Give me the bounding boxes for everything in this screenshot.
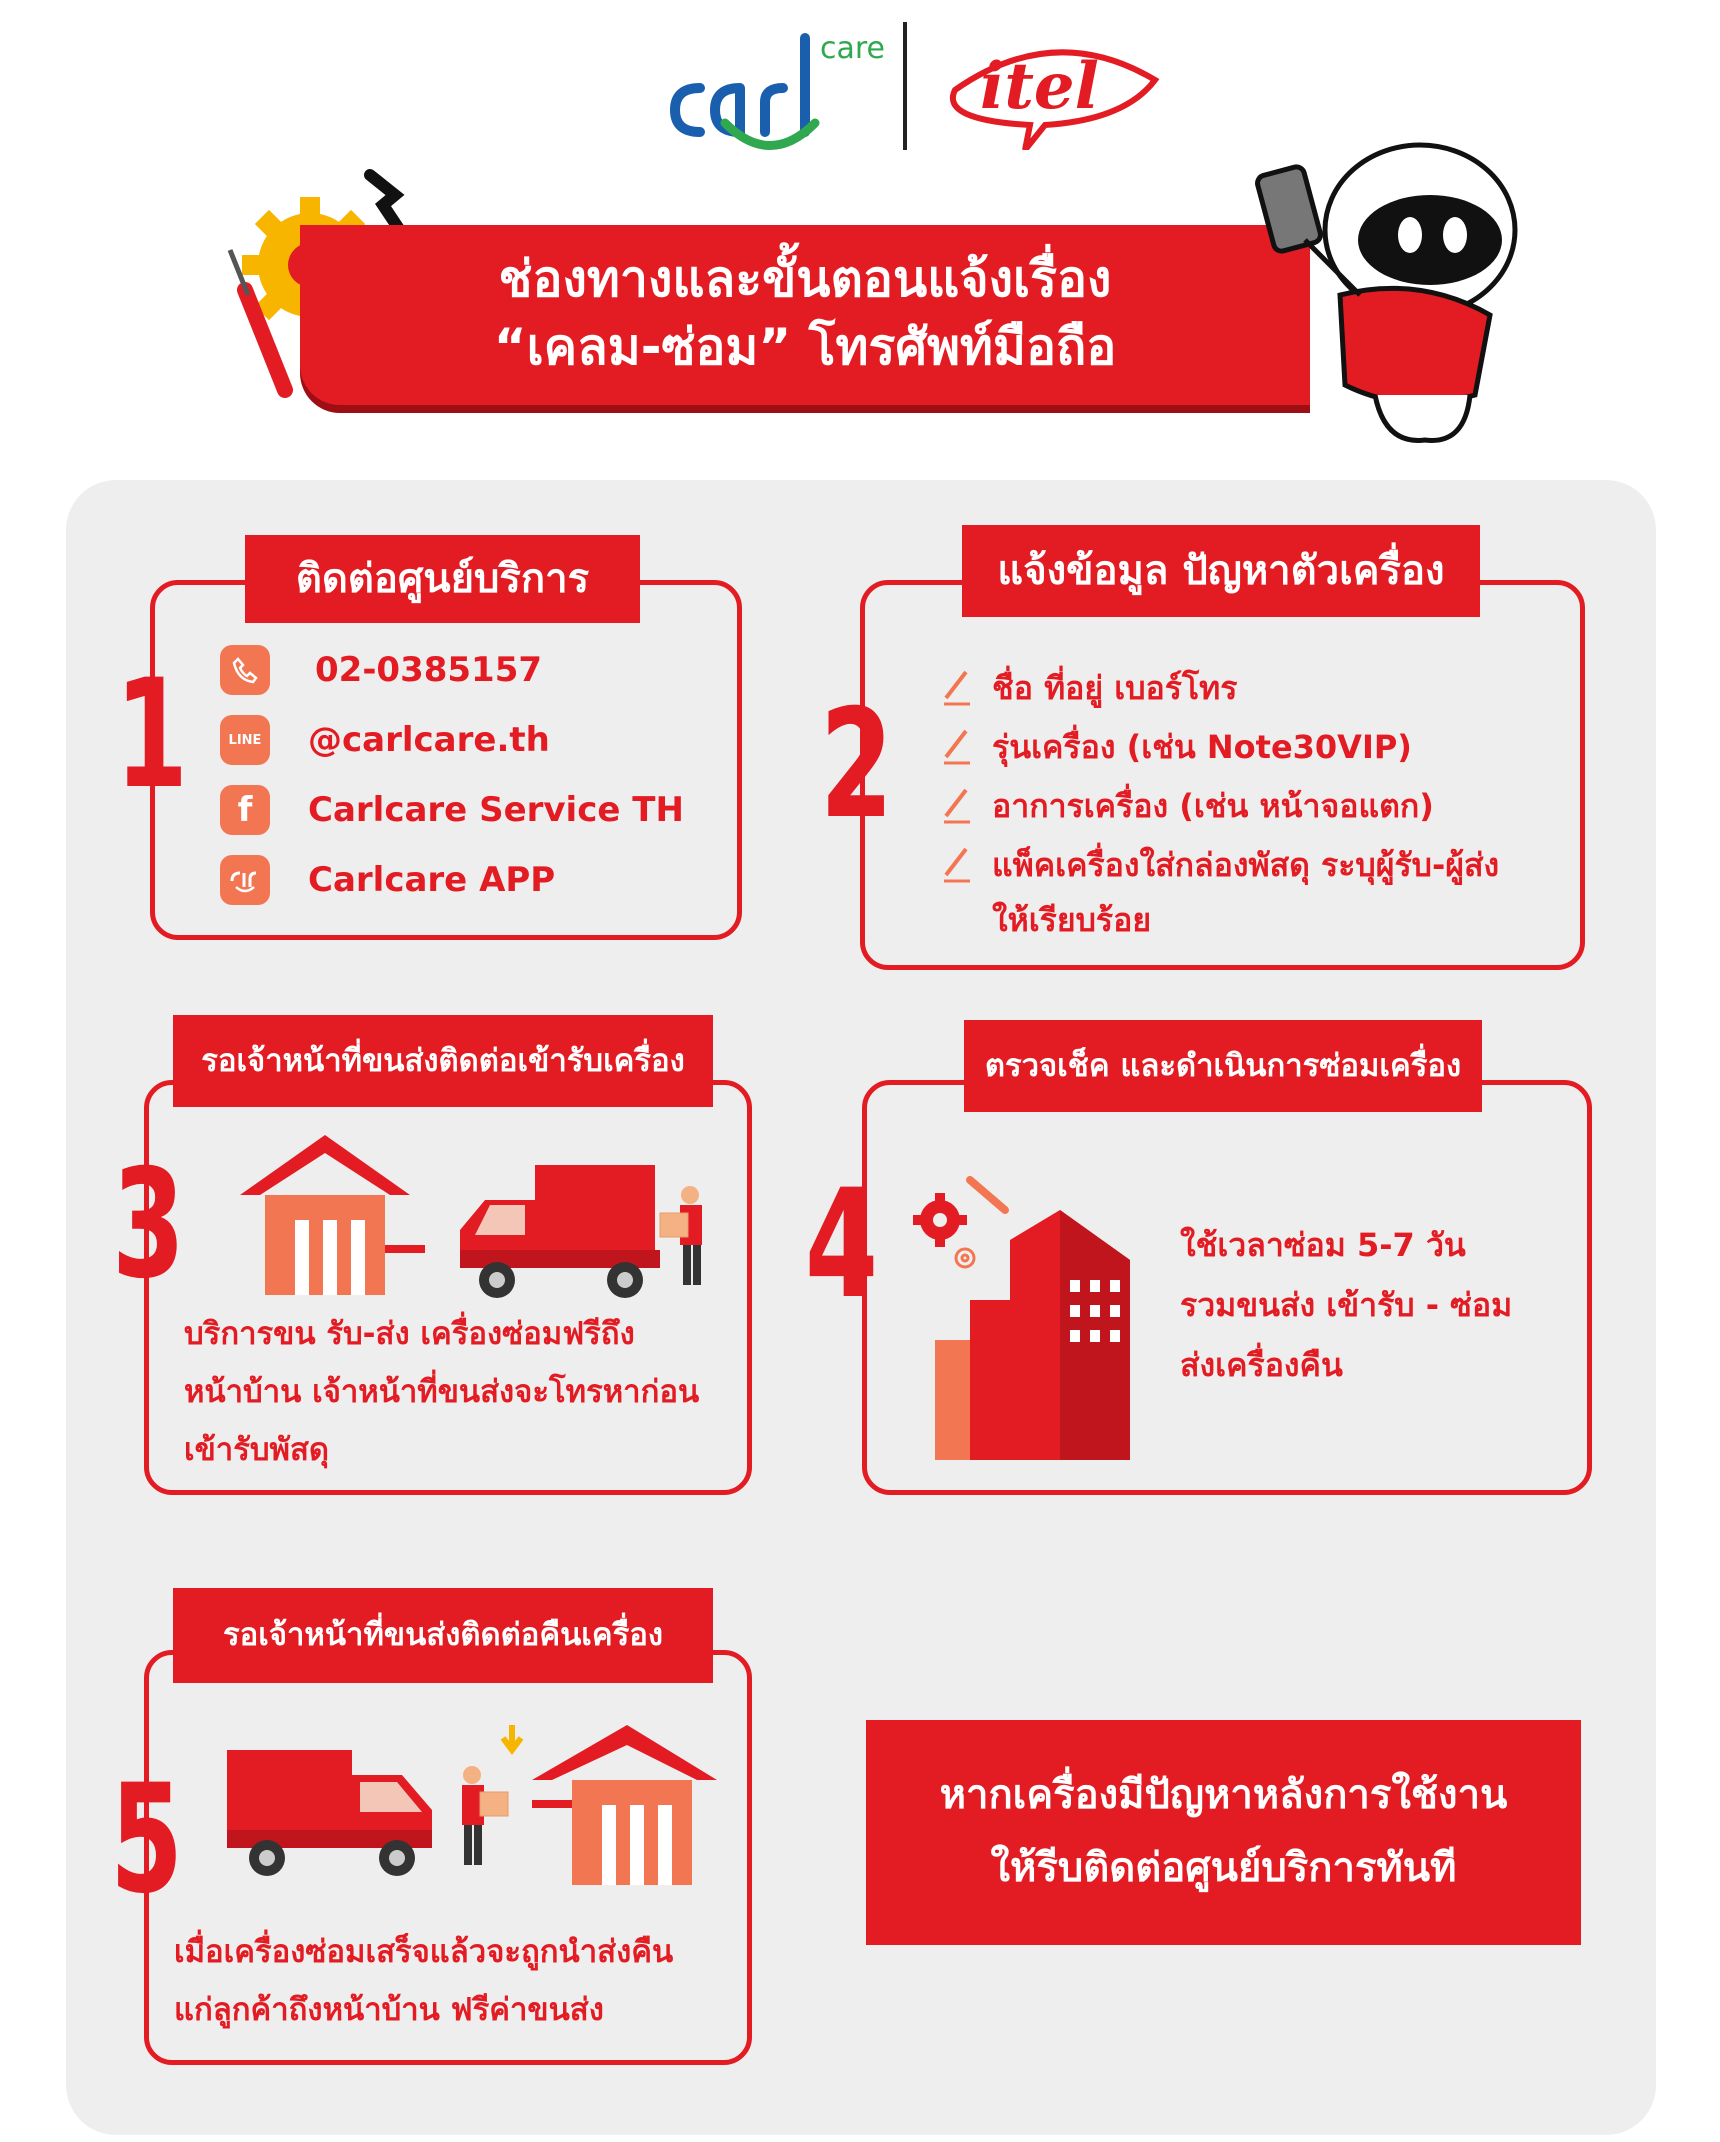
step-5-line: เมื่อเครื่องซ่อมเสร็จแล้วจะถูกนำส่งคืน — [174, 1934, 674, 1970]
logo-divider — [903, 22, 907, 150]
step-4-number: 4 — [805, 1158, 879, 1332]
pencil-icon — [940, 786, 974, 826]
step-2-card — [860, 580, 1585, 970]
step-2-number: 2 — [820, 678, 894, 852]
step-4-line: รวมขนส่ง เข้ารับ - ซ่อม — [1180, 1286, 1513, 1324]
phone-number[interactable]: 02-0385157 — [315, 650, 543, 690]
step-1-number: 1 — [115, 648, 189, 822]
step-2-heading: แจ้งข้อมูล ปัญหาตัวเครื่อง — [962, 525, 1480, 617]
step-5-description — [174, 1923, 734, 2039]
pencil-icon — [940, 845, 974, 885]
truck-icon — [227, 1750, 432, 1876]
truck-icon — [460, 1165, 660, 1298]
title-line-1: ช่องทางและขั้นตอนแจ้งเรื่อง — [498, 250, 1112, 308]
down-arrow-icon — [503, 1725, 521, 1750]
step-5-number: 5 — [110, 1753, 184, 1927]
facebook-page[interactable]: Carlcare Service TH — [308, 790, 684, 830]
carlcare-app-icon — [220, 855, 270, 905]
callout-box — [866, 1720, 1581, 1945]
courier-icon — [660, 1186, 702, 1285]
step-3-description — [184, 1305, 744, 1479]
return-delivery-illustration — [222, 1720, 722, 1890]
step-3-line: บริการขน รับ-ส่ง เครื่องซ่อมฟรีถึง — [184, 1316, 635, 1352]
info-item-text: ชื่อ ที่อยู่ เบอร์โทร — [992, 669, 1238, 707]
pickup-illustration — [235, 1125, 715, 1305]
facebook-icon: f — [220, 785, 270, 835]
contact-facebook[interactable] — [220, 785, 684, 835]
step-4-description — [1180, 1215, 1560, 1395]
contact-phone[interactable] — [220, 645, 542, 695]
house-icon — [240, 1135, 425, 1295]
info-item-continuation: ให้เรียบร้อย — [992, 901, 1152, 939]
info-item-text: แพ็คเครื่องใส่กล่องพัสดุ ระบุผู้รับ-ผู้ส่ง — [992, 846, 1500, 884]
contact-app[interactable] — [220, 855, 555, 905]
wrench-icon — [970, 1180, 1005, 1210]
step-3-line: เข้ารับพัสดุ — [184, 1432, 330, 1468]
callout-line-1: หากเครื่องมีปัญหาหลังการใช้งาน — [939, 1772, 1508, 1818]
title-line-2: “เคลม-ซ่อม” โทรศัพท์มือถือ — [493, 318, 1117, 376]
info-item-text: รุ่นเครื่อง (เช่น Note30VIP) — [992, 728, 1412, 766]
step-3-line: หน้าบ้าน เจ้าหน้าที่ขนส่งจะโทรหาก่อน — [184, 1374, 700, 1410]
step-4-line: ส่งเครื่องคืน — [1180, 1346, 1343, 1384]
line-id[interactable]: @carlcare.th — [308, 720, 550, 760]
step-1-heading: ติดต่อศูนย์บริการ — [245, 535, 640, 623]
svg-text:itel: itel — [980, 49, 1099, 124]
gear-icon — [913, 1193, 967, 1247]
step-4-line: ใช้เวลาซ่อม 5-7 วัน — [1180, 1226, 1466, 1264]
phone-icon — [220, 645, 270, 695]
house-icon — [532, 1725, 717, 1885]
itel-logo — [935, 30, 1175, 150]
mascot-illustration — [1245, 120, 1535, 450]
carlcare-logo — [670, 18, 890, 158]
title-banner — [300, 225, 1310, 405]
step-4-heading: ตรวจเช็ค และดำเนินการซ่อมเครื่อง — [964, 1020, 1482, 1112]
step-5-heading: รอเจ้าหน้าที่ขนส่งติดต่อคืนเครื่อง — [173, 1588, 713, 1683]
svg-text:care: care — [820, 31, 886, 66]
pencil-icon — [940, 668, 974, 708]
app-name[interactable]: Carlcare APP — [308, 860, 556, 900]
service-center-illustration — [910, 1170, 1140, 1460]
step-3-heading: รอเจ้าหน้าที่ขนส่งติดต่อเข้ารับเครื่อง — [173, 1015, 713, 1107]
courier-icon — [462, 1766, 508, 1865]
info-item — [940, 727, 1412, 767]
step-5-line: แก่ลูกค้าถึงหน้าบ้าน ฟรีค่าขนส่ง — [174, 1992, 604, 2028]
pencil-icon — [940, 727, 974, 767]
info-item — [940, 845, 1499, 885]
line-icon: LINE — [220, 715, 270, 765]
callout-line-2: ให้รีบติดต่อศูนย์บริการทันที — [990, 1845, 1457, 1891]
info-item — [940, 786, 1434, 826]
info-item-text: อาการเครื่อง (เช่น หน้าจอแตก) — [992, 787, 1434, 825]
info-item — [940, 668, 1237, 708]
step-3-number: 3 — [112, 1138, 186, 1312]
contact-line[interactable] — [220, 715, 550, 765]
